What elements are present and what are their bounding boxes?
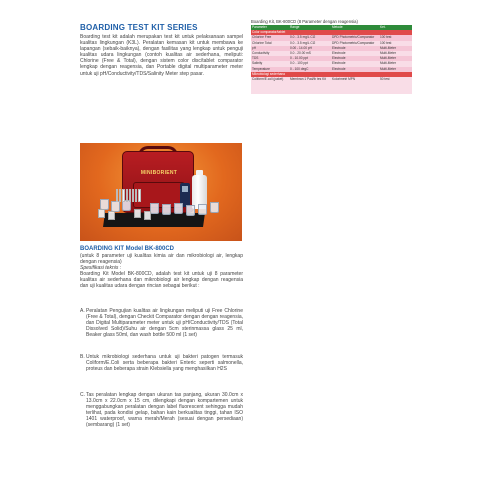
table-cell: Temperature	[251, 67, 289, 72]
list-item-text: Untuk mikrobiologi sederhana untuk uji bakteri patogen termasuk Coliform/E.Coli serta beberapa bakteri Enteric seperti salmonella, proteus dan beberapa strain Klebsiella yang menghasilkan H2S	[86, 354, 243, 372]
list-item-a	[80, 308, 243, 338]
table-cell: 100 test	[379, 41, 412, 46]
table-cell: 0.00 - 14.00 pH	[289, 46, 331, 51]
table-cell: DPD Photometric/Comparator	[331, 41, 379, 46]
intro-paragraph: Boarding test kit adalah merupakan test kit untuk pelaksanaan sampel kualitas lingkungan (K3L). Peralatan kemasan kit untuk membawa ke lapangan (sebaik-baiknya), dengan fasilitas yang lengkap untuk penguji kualitas udara lingkungan (contoh kualitas air sederhana, meliputi: Chlorine (Free & Total), dengan sistem color disc/tablet comparator lengkap dengan reagensia, dan Portable digital multiparameter meter untuk uji pH/Conductivity/TDS/Salinity Meter step pasar.	[80, 34, 243, 77]
list-item-text: Peralatan Pengujian kualitas air lingkungan meliputi uji Free Chlorine (Free & Total), dengan Checkit Comparator dengan dengan reagensia, dan Digital Multiparameter meter untuk uji pH/Conductivity/TDS (Total Dissolved Solid)/Suhu air dengan 5cm sterinmassa glass 25 ml, Beaker glass 50ml, dan wash bottle 500 ml (1 set)	[86, 308, 243, 338]
reagent-jar	[134, 209, 141, 218]
table-header-cell: Ket.	[379, 25, 412, 30]
table-cell: 0 - 10.00 ppt	[289, 56, 331, 61]
table-cell: Membran 1 Pad/lb tes Kit	[289, 77, 331, 94]
reagent-jar	[108, 211, 115, 220]
table-cell: Electrode	[331, 51, 379, 56]
test-tube	[126, 189, 128, 202]
table-cell: Kolorimetri MPN	[331, 77, 379, 94]
sample-cup	[174, 203, 183, 214]
table-cell: 0.0 - 20.00 mS	[289, 51, 331, 56]
bag-logo: MINIBORIENT	[140, 170, 178, 176]
test-tube	[135, 189, 137, 202]
sample-cup	[162, 204, 171, 215]
test-tube	[138, 189, 140, 202]
test-tube	[122, 189, 124, 202]
list-item-b	[80, 354, 243, 372]
kit-subtitle: (untuk 8 parameter uji kualitas kimia air dan mikrobiologi air, lengkap dengan reagensia)	[80, 253, 243, 265]
sample-cup	[186, 205, 195, 216]
table-header-cell: Range	[289, 25, 331, 30]
table-cell: TDS	[251, 56, 289, 61]
parameter-table	[251, 25, 412, 94]
table-row	[251, 77, 412, 94]
list-item-text: Tas peralatan lengkap dengan ukuran tas panjang, ukuran 30.0cm x 13.0cm x 22.0cm x 15 cm, dilengkapi dengan kompartemen untuk menggabungkan peralatan dengan label fluorescent sehingga mudah terlihat, pada kondisi gelap, bahan kain berkualitas tinggi, tahan ISO 1401 waterproof, warna merah/Merah (sesuai dengan persediaan) (sembarang) (1 set)	[86, 392, 243, 428]
table-cell: Electrode	[331, 46, 379, 51]
list-item-number: B.	[80, 354, 85, 360]
test-tube	[129, 189, 131, 202]
list-item-c	[80, 392, 243, 428]
table-cell: 0 - 100 degC	[289, 67, 331, 72]
series-title: BOARDING TEST KIT SERIES	[80, 23, 198, 32]
table-title: Boarding Kit, BK-800CD (8 Parameter dengan reagensia)	[251, 19, 358, 24]
table-cell: Multi-Meter	[379, 46, 412, 51]
table-cell: 100 test	[379, 35, 412, 40]
test-tube	[119, 189, 121, 202]
spec-heading: Spesifikasi teknis :	[80, 265, 122, 271]
kit-title: BOARDING KIT Model BK-800CD	[80, 246, 175, 252]
table-header-cell: Parameter	[251, 25, 289, 30]
table-cell: DPD Photometric/Comparator	[331, 35, 379, 40]
test-tube	[116, 189, 118, 202]
table-cell: Coliform/E.coli (paket)	[251, 77, 289, 94]
table-cell: Salinity	[251, 61, 289, 66]
table-cell: Multi-Meter	[379, 51, 412, 56]
table-cell: Multi-Meter	[379, 56, 412, 61]
list-item-number: C.	[80, 392, 85, 398]
product-photo	[80, 143, 242, 241]
reagent-jar	[98, 209, 105, 218]
kit-description	[80, 253, 243, 289]
table-cell: Electrode	[331, 61, 379, 66]
table-cell: 50 test	[379, 77, 412, 94]
table-cell: Mikrobiologi sederhana	[251, 72, 289, 77]
table-cell: Chlorine Free	[251, 35, 289, 40]
table-cell: Multi-Meter	[379, 61, 412, 66]
sample-cup	[210, 202, 219, 213]
table-cell: Electrode	[331, 67, 379, 72]
test-tube	[132, 189, 134, 202]
table-cell: 0.0 - 3.5 mg/L Cl2	[289, 35, 331, 40]
sample-cup	[150, 203, 159, 214]
table-cell: Electrode	[331, 56, 379, 61]
table-cell: Conductivity	[251, 51, 289, 56]
table-header-cell: Metode	[331, 25, 379, 30]
sample-cup	[198, 204, 207, 215]
table-cell: 0.0 - 100 ppt	[289, 61, 331, 66]
meter-screen	[182, 186, 188, 192]
table-cell: Color comparator/tablet	[251, 30, 289, 35]
table-cell: pH	[251, 46, 289, 51]
reagent-jar	[144, 211, 151, 220]
table-cell: Chlorine Total	[251, 41, 289, 46]
table-cell: Multi-Meter	[379, 67, 412, 72]
table-cell: 0.0 - 3.5 mg/L Cl2	[289, 41, 331, 46]
list-item-number: A.	[80, 308, 85, 314]
parameter-table-section	[251, 18, 412, 94]
kit-body: Boarding Kit Model BK-800CD, adalah test kit untuk uji 8 parameter kualitas air sederhana dan mikrobiologi air lengkap dengan reagensia dan uji kualitas udara dengan rincian sebagai berikut :	[80, 271, 243, 289]
